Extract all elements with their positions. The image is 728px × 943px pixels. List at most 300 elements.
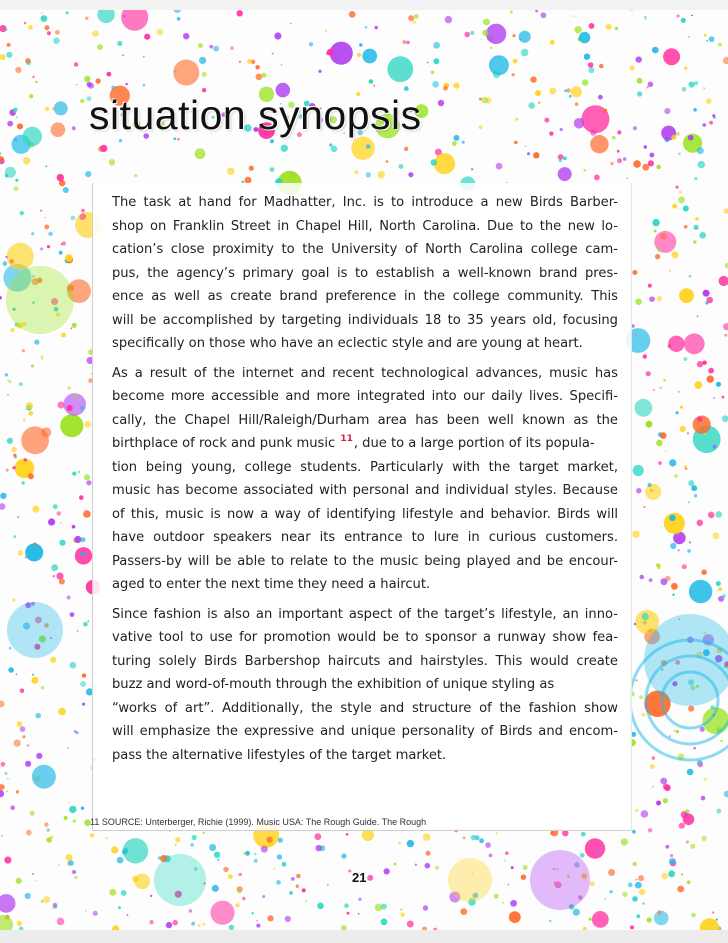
paint-speck	[697, 417, 702, 422]
paint-speck	[25, 557, 27, 559]
paint-speck	[528, 102, 535, 109]
paint-speck	[633, 126, 637, 130]
paint-speck	[252, 912, 254, 914]
paint-speck	[425, 863, 431, 869]
paint-speck	[62, 241, 66, 245]
paint-speck	[672, 204, 677, 209]
paint-speck	[18, 550, 24, 556]
paint-speck	[693, 747, 696, 750]
paint-speck	[362, 49, 377, 64]
paint-speck	[703, 290, 710, 297]
paint-speck	[122, 54, 124, 56]
paint-speck	[44, 217, 46, 219]
paint-speck	[29, 411, 34, 416]
paint-speck	[53, 575, 55, 577]
paint-speck	[407, 921, 414, 928]
paint-speck	[544, 118, 549, 123]
paint-speck	[22, 481, 25, 484]
paint-speck	[51, 564, 58, 571]
text-line: Since fashion is also an important aspect of the target’s lifestyle, an inno-	[112, 606, 618, 622]
paint-speck	[653, 298, 655, 300]
paint-speck	[24, 458, 27, 461]
paint-speck	[329, 143, 332, 146]
paint-speck	[59, 540, 65, 546]
paint-speck	[494, 894, 499, 899]
paint-speck	[688, 480, 694, 486]
paint-speck	[713, 445, 717, 449]
paint-speck	[660, 387, 662, 389]
paint-speck	[489, 854, 493, 858]
paint-speck	[687, 769, 694, 776]
paint-speck	[210, 901, 234, 925]
paint-speck	[22, 349, 25, 352]
paint-speck	[571, 86, 582, 97]
paint-speck	[41, 900, 44, 903]
paint-speck	[708, 368, 714, 374]
paint-speck	[610, 162, 613, 165]
paint-speck	[626, 177, 628, 179]
paint-speck	[649, 578, 653, 582]
paint-speck	[723, 57, 728, 65]
paint-speck	[51, 122, 66, 137]
paint-speck	[632, 896, 638, 902]
paint-speck	[579, 32, 590, 43]
paint-speck	[635, 334, 637, 336]
paint-speck	[717, 809, 722, 814]
paint-blob	[530, 850, 590, 910]
paint-speck	[149, 920, 153, 924]
paint-speck	[90, 833, 94, 837]
body-text	[112, 191, 618, 767]
paint-speck	[490, 47, 492, 49]
paint-speck	[647, 917, 652, 922]
paint-speck	[296, 885, 299, 888]
paint-speck	[464, 32, 470, 38]
paint-speck	[237, 889, 241, 893]
paint-speck	[14, 740, 21, 747]
paint-speck	[479, 125, 483, 129]
paint-speck	[366, 144, 371, 149]
paint-speck	[347, 912, 350, 915]
paint-speck	[5, 373, 8, 376]
paint-speck	[45, 107, 49, 111]
paint-speck	[107, 72, 112, 77]
paint-speck	[702, 836, 707, 841]
paint-speck	[118, 906, 121, 909]
paint-speck	[688, 82, 694, 88]
paint-speck	[669, 735, 671, 737]
paint-speck	[713, 397, 715, 399]
paint-speck	[691, 913, 696, 918]
paint-speck	[642, 713, 646, 717]
paint-speck	[549, 131, 553, 135]
paint-speck	[656, 440, 662, 446]
paint-speck	[117, 41, 122, 46]
paint-speck	[0, 493, 6, 499]
paint-speck	[676, 186, 679, 189]
text-line: have outdoor speakers near its entrance to lure in curious customers.	[112, 530, 618, 545]
paint-speck	[254, 859, 258, 863]
paint-speck	[25, 543, 43, 561]
paint-speck	[73, 820, 76, 823]
paint-speck	[23, 157, 31, 165]
paint-speck	[720, 740, 722, 742]
paint-speck	[61, 333, 66, 338]
paint-speck	[407, 840, 414, 847]
paint-speck	[402, 40, 406, 44]
paint-speck	[635, 399, 653, 417]
paint-speck	[143, 84, 146, 87]
text-line: As a result of the internet and recent technological advances, music has	[112, 365, 618, 381]
paint-speck	[681, 18, 686, 23]
paint-speck	[23, 127, 42, 146]
paint-speck	[496, 832, 498, 834]
paint-speck	[367, 875, 373, 881]
text-line: music has become associated with personal and individual styles. Because	[112, 483, 618, 498]
footnote: 11 SOURCE: Unterberger, Richie (1999). Music USA: The Rough Guide. The Rough	[90, 817, 427, 827]
paint-speck	[655, 254, 660, 259]
paint-speck	[652, 756, 655, 759]
paint-speck	[678, 196, 685, 203]
paint-speck	[7, 43, 11, 47]
paint-speck	[679, 153, 681, 155]
paint-speck	[654, 230, 657, 233]
paint-speck	[341, 853, 346, 858]
paint-speck	[4, 28, 7, 31]
paint-speck	[239, 61, 241, 63]
paint-speck	[70, 612, 75, 617]
paint-speck	[453, 83, 459, 89]
paint-speck	[48, 232, 52, 236]
paint-speck	[676, 132, 680, 136]
paint-speck	[80, 406, 84, 410]
paint-speck	[687, 549, 691, 553]
paint-speck	[81, 807, 84, 810]
paragraph-2	[112, 362, 618, 597]
paint-speck	[423, 905, 428, 910]
paint-speck	[460, 908, 467, 915]
paint-speck	[604, 898, 606, 900]
paint-speck	[697, 520, 704, 527]
paint-speck	[653, 389, 655, 391]
paint-speck	[519, 38, 521, 40]
paint-speck	[143, 56, 145, 58]
paint-speck	[630, 66, 635, 71]
paint-speck	[432, 81, 439, 88]
paint-speck	[688, 135, 694, 141]
paint-speck	[357, 53, 361, 57]
paint-speck	[19, 382, 23, 386]
paint-speck	[589, 67, 595, 73]
paint-speck	[648, 82, 654, 88]
paint-speck	[632, 270, 637, 275]
paint-speck	[512, 34, 515, 37]
paint-speck	[0, 894, 16, 913]
paint-speck	[68, 802, 70, 804]
paint-speck	[636, 488, 641, 493]
paint-speck	[191, 922, 195, 926]
paint-speck	[54, 101, 68, 115]
paint-speck	[331, 146, 338, 153]
paint-speck	[16, 674, 18, 676]
paint-speck	[635, 298, 642, 305]
paint-speck	[12, 598, 15, 601]
paint-speck	[47, 245, 50, 248]
paint-speck	[346, 833, 349, 836]
paint-speck	[693, 108, 697, 112]
paint-speck	[72, 323, 77, 328]
paint-speck	[664, 785, 671, 792]
paint-speck	[78, 471, 80, 473]
paint-speck	[622, 892, 627, 897]
paint-speck	[632, 531, 639, 538]
paint-speck	[76, 84, 78, 86]
paint-speck	[72, 472, 76, 476]
paint-speck	[63, 187, 69, 193]
paint-speck	[648, 828, 652, 832]
paint-speck	[40, 210, 42, 212]
paint-speck	[44, 225, 49, 230]
top-scan-band	[0, 0, 728, 10]
paint-speck	[203, 832, 205, 834]
paint-speck	[643, 506, 645, 508]
paint-speck	[538, 102, 540, 104]
paint-speck	[8, 667, 14, 673]
paint-speck	[683, 814, 695, 826]
paint-speck	[60, 522, 62, 524]
paint-speck	[348, 870, 351, 873]
paint-speck	[81, 552, 85, 556]
paint-speck	[569, 95, 572, 98]
paint-speck	[663, 798, 668, 803]
paint-speck	[400, 908, 402, 910]
paint-speck	[471, 168, 473, 170]
paint-speck	[0, 54, 6, 60]
paint-speck	[270, 167, 275, 172]
paint-speck	[15, 67, 21, 73]
paint-speck	[712, 114, 715, 117]
paint-speck	[664, 108, 670, 114]
paint-speck	[32, 506, 39, 513]
paint-speck	[668, 870, 675, 877]
paint-speck	[669, 515, 675, 521]
paint-speck	[57, 918, 65, 926]
text-line: pus, the agency’s primary goal is to establish a well-known brand pres-	[112, 265, 618, 281]
paint-blob	[7, 602, 63, 658]
paint-speck	[647, 86, 649, 88]
paint-blob	[448, 858, 492, 902]
paint-speck	[175, 844, 177, 846]
paint-speck	[574, 26, 581, 33]
paint-speck	[606, 24, 612, 30]
paint-speck	[32, 765, 56, 789]
paint-speck	[644, 16, 646, 18]
text-line: The task at hand for Madhatter, Inc. is to introduce a new Birds Barber-	[112, 195, 618, 210]
paint-speck	[665, 845, 669, 849]
paint-speck	[7, 438, 13, 444]
paint-speck	[434, 153, 455, 174]
paint-speck	[192, 835, 197, 840]
paint-speck	[725, 263, 728, 268]
paint-speck	[521, 875, 526, 880]
paint-speck	[79, 495, 84, 500]
paint-speck	[580, 853, 585, 858]
paint-speck	[549, 88, 556, 95]
paint-speck	[67, 596, 71, 600]
paint-speck	[665, 450, 667, 452]
text-line: of this, music is now a way of identifying lifestyle and behavior. Birds will	[112, 506, 618, 522]
bottom-scan-band	[0, 930, 728, 943]
paint-speck	[9, 647, 12, 650]
paint-speck	[305, 900, 307, 902]
paint-speck	[632, 830, 636, 834]
paint-speck	[199, 57, 206, 64]
paint-speck	[272, 53, 274, 55]
paint-speck	[195, 148, 206, 159]
paint-speck	[697, 315, 699, 317]
paint-speck	[656, 165, 660, 169]
paint-speck	[658, 248, 661, 251]
paint-speck	[685, 809, 690, 814]
paint-speck	[708, 512, 715, 519]
paint-speck	[535, 90, 541, 96]
paint-speck	[643, 354, 647, 358]
paint-speck	[671, 583, 678, 590]
paint-speck	[198, 43, 203, 48]
paint-speck	[213, 46, 219, 52]
paint-speck	[598, 95, 603, 100]
paint-speck	[657, 296, 662, 301]
paint-speck	[15, 179, 18, 182]
paint-speck	[426, 851, 431, 856]
paint-speck	[514, 141, 518, 145]
paint-speck	[435, 866, 439, 870]
paint-speck	[230, 46, 233, 49]
paint-speck	[637, 91, 642, 96]
paint-speck	[724, 208, 728, 213]
paint-speck	[704, 778, 707, 781]
paint-speck	[718, 43, 722, 47]
paint-speck	[256, 920, 258, 922]
paint-speck	[504, 860, 506, 862]
paint-speck	[262, 895, 265, 898]
paint-speck	[273, 868, 275, 870]
paint-speck	[10, 805, 15, 810]
paint-speck	[615, 27, 618, 30]
paint-speck	[706, 40, 708, 42]
paint-speck	[706, 297, 713, 304]
paint-speck	[5, 772, 8, 775]
paint-speck	[0, 784, 5, 790]
paint-speck	[281, 145, 288, 152]
paint-speck	[50, 657, 56, 663]
paint-speck	[85, 171, 91, 177]
paint-speck	[715, 511, 722, 518]
paint-speck	[267, 915, 273, 921]
paint-speck	[358, 898, 361, 901]
paint-speck	[489, 55, 509, 75]
paint-speck	[85, 17, 88, 20]
paint-speck	[642, 164, 649, 171]
paint-speck	[0, 503, 5, 510]
paint-speck	[640, 575, 645, 580]
paint-speck	[431, 159, 437, 165]
paint-speck	[277, 854, 282, 859]
paint-speck	[433, 58, 439, 64]
paint-speck	[644, 145, 647, 148]
paint-speck	[706, 98, 712, 104]
paint-speck	[560, 128, 563, 131]
paint-speck	[485, 842, 491, 848]
paint-speck	[687, 880, 691, 884]
paint-speck	[327, 49, 334, 56]
text-line-with-footnote	[112, 432, 618, 456]
paint-speck	[256, 924, 260, 928]
paint-speck	[41, 356, 43, 358]
paint-speck	[83, 622, 88, 627]
paint-speck	[665, 576, 670, 581]
paint-speck	[209, 844, 216, 851]
paint-speck	[719, 276, 728, 286]
paint-speck	[684, 465, 687, 468]
paint-speck	[722, 594, 726, 598]
paint-speck	[408, 172, 413, 177]
paint-speck	[723, 323, 728, 330]
text-line: specifically on those who have an eclectic style and are young at heart.	[112, 336, 583, 351]
paint-speck	[716, 918, 718, 920]
paint-speck	[378, 171, 385, 178]
paint-speck	[202, 923, 205, 926]
paint-speck	[34, 543, 37, 546]
paint-speck	[638, 875, 644, 881]
paint-speck	[724, 334, 727, 337]
paint-speck	[462, 141, 465, 144]
paint-speck	[247, 59, 252, 64]
paint-speck	[527, 152, 530, 155]
paint-speck	[314, 833, 321, 840]
text-line: cally, the Chapel Hill/Raleigh/Durham area has been well known as the	[112, 412, 618, 428]
paint-speck	[189, 909, 192, 912]
paint-speck	[669, 270, 671, 272]
paint-speck	[687, 432, 689, 434]
paint-speck	[56, 573, 63, 580]
paint-speck	[702, 361, 706, 365]
paint-speck	[35, 81, 37, 83]
paint-speck	[318, 70, 321, 73]
paint-speck	[53, 504, 58, 509]
paint-speck	[59, 251, 63, 255]
paint-speck	[82, 673, 86, 677]
paint-speck	[100, 145, 107, 152]
paint-speck	[533, 152, 539, 158]
paint-speck	[438, 100, 444, 106]
paint-speck	[25, 893, 31, 899]
paint-speck	[513, 59, 518, 64]
paint-speck	[84, 76, 90, 82]
paint-speck	[603, 109, 607, 113]
page-title: situation synopsis	[89, 92, 422, 138]
text-line: aged to enter the next time they need a haircut.	[112, 577, 431, 592]
paint-speck	[525, 145, 527, 147]
paint-speck	[262, 73, 267, 78]
paint-speck	[34, 340, 39, 345]
paint-speck	[650, 764, 655, 769]
paint-speck	[508, 884, 510, 886]
paint-speck	[236, 903, 240, 907]
paint-speck	[510, 900, 517, 907]
paint-speck	[13, 466, 16, 469]
paint-speck	[227, 168, 234, 175]
